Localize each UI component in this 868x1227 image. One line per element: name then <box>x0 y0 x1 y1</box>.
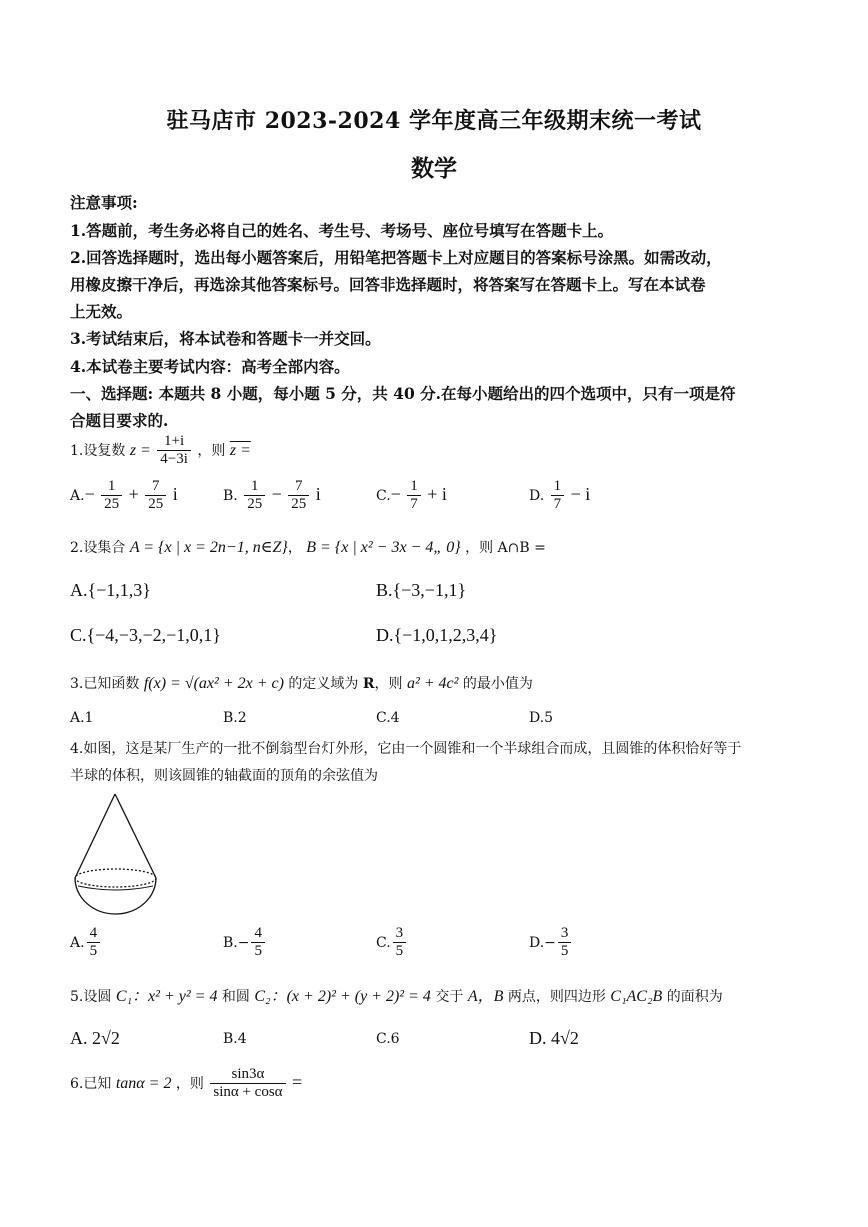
q4-option-a[interactable]: A. $\frac{4}{5}$ <box>70 925 102 961</box>
q3-option-c[interactable]: C.4 <box>376 710 400 726</box>
question-5: 5.设圆 C₁：x² + y² = 4 和圆 C₂：(x + 2)² + (y + 2)² = 4 交于 A，B 两点，则四边形 C₁AC₂B 的面积为 <box>70 988 723 1005</box>
q4-option-c[interactable]: C. $\frac{3}{5}$ <box>376 925 408 961</box>
section-heading-line2: 合题目要求的. <box>70 411 169 430</box>
q2-option-c[interactable]: C.{−4,−3,−2,−1,0,1} <box>70 625 221 645</box>
notes-heading: 注意事项: <box>70 193 138 212</box>
q4-options <box>70 925 830 969</box>
q5-option-d[interactable]: D. 4√2 <box>529 1028 579 1048</box>
q3-option-d[interactable]: D.5 <box>529 710 554 726</box>
note-2b: 用橡皮擦干净后，再选涂其他答案标号。回答非选择题时，将答案写在答题卡上。写在本试卷 <box>70 275 706 294</box>
q3-option-a[interactable]: A.1 <box>70 710 94 726</box>
q4-option-d[interactable]: D.− $\frac{3}{5}$ <box>529 925 573 961</box>
note-4: 4.本试卷主要考试内容：高考全部内容。 <box>70 357 350 376</box>
q2-option-b[interactable]: B.{−3,−1,1} <box>376 580 467 600</box>
question-4-line1: 4.如图，这是某厂生产的一批不倒翁型台灯外形，它由一个圆锥和一个半球组合而成，且圆锥的体积恰好等于 <box>70 741 742 757</box>
question-1: 1.设复数 z = $\frac{1+i}{4-3i}$ ，则 z = <box>70 433 251 468</box>
q5-option-b[interactable]: B.4 <box>223 1031 247 1047</box>
note-2c: 上无效。 <box>70 302 133 321</box>
q1-options <box>70 478 830 522</box>
q1-option-a[interactable]: A.− $\frac{1}{25}$ + $\frac{7}{25}$ i <box>70 478 178 513</box>
q1-option-c[interactable]: C.− $\frac{1}{7}$ + i <box>376 478 447 513</box>
section-heading-line1: 一、选择题: 本题共 8 小题，每小题 5 分，共 40 分.在每小题给出的四个选项中，只有一项是符 <box>70 384 736 403</box>
exam-title: 驻马店市 2023-2024 学年度高三年级期末统一考试 <box>166 108 702 134</box>
cone-hemisphere-figure <box>70 790 170 920</box>
q2-option-a[interactable]: A.{−1,1,3} <box>70 580 151 600</box>
q5-option-a[interactable]: A. 2√2 <box>70 1028 120 1048</box>
q6-fraction: $\frac{\sin 3\alpha}{\sin\alpha + \cos\alpha}$ <box>210 1066 285 1102</box>
question-2: 2.设集合 A = {x | x = 2n−1, n∈Z}， B = {x | x² − 3x − 4„ 0} ，则 A∩B = <box>70 539 546 556</box>
q1-option-d[interactable]: D. $\frac{1}{7}$ − i <box>529 478 591 513</box>
q1-fraction: $\frac{1+i}{4-3i}$ <box>157 433 191 469</box>
q2-option-d[interactable]: D.{−1,0,1,2,3,4} <box>376 625 498 645</box>
question-4-line2: 半球的体积，则该圆锥的轴截面的顶角的余弦值为 <box>70 768 378 784</box>
q4-option-b[interactable]: B.− $\frac{4}{5}$ <box>223 925 267 961</box>
subject-title: 数学 <box>411 155 457 182</box>
question-3: 3.已知函数 f(x) = √(ax² + 2x + c) 的定义域为 R，则 a² + 4c² 的最小值为 <box>70 675 533 692</box>
q5-option-c[interactable]: C.6 <box>376 1031 400 1047</box>
q3-option-b[interactable]: B.2 <box>223 710 247 726</box>
question-6: 6.已知 tanα = 2 ，则 $\frac{\sin 3\alpha}{\sin\alpha + \cos\alpha}$ = <box>70 1066 303 1101</box>
note-3: 3.考试结束后，将本试卷和答题卡一并交回。 <box>70 329 381 348</box>
note-1: 1.答题前，考生务必将自己的姓名、考生号、考场号、座位号填写在答题卡上。 <box>70 221 614 240</box>
note-2a: 2.回答选择题时，选出每小题答案后，用铅笔把答题卡上对应题目的答案标号涂黑。如需改动， <box>70 248 722 267</box>
q1-option-b[interactable]: B. $\frac{1}{25}$ − $\frac{7}{25}$ i <box>223 478 321 513</box>
